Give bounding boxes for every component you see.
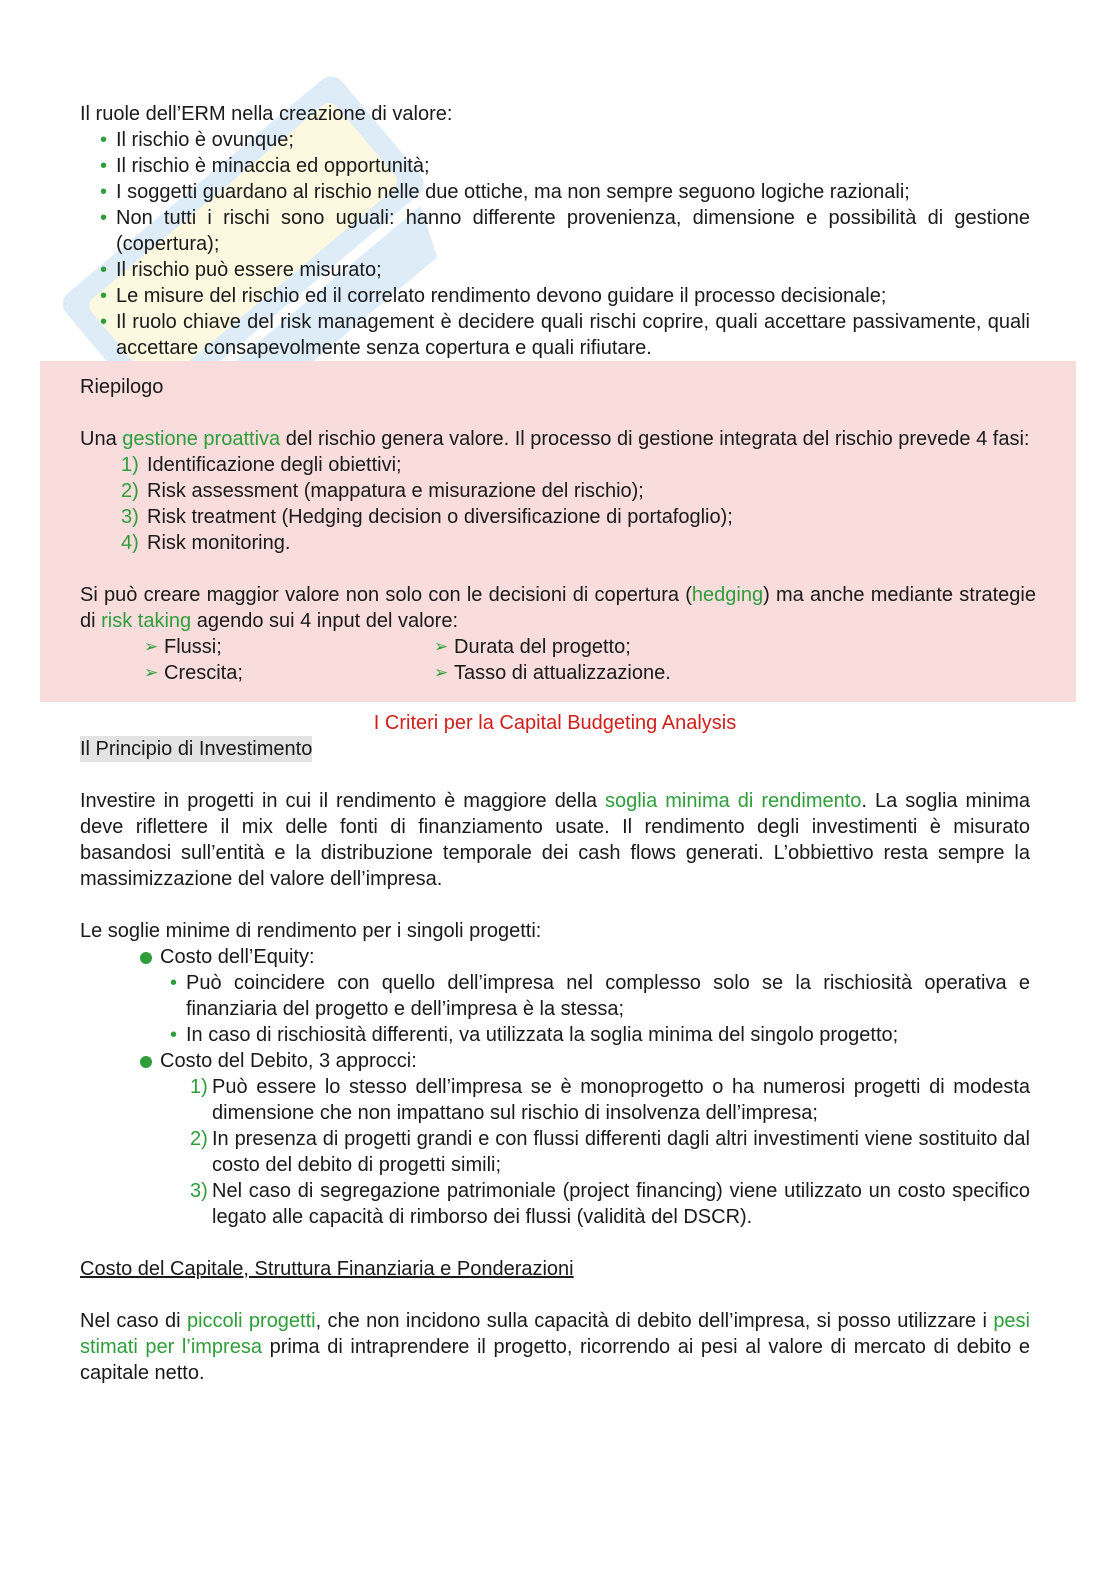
list-item: • Il ruolo chiave del risk management è decidere quali rischi coprire, quali accettare passivamente, quali accettare consapevolmente senza copertura e quali rifiutare. bbox=[100, 309, 1030, 361]
value-inputs-list bbox=[80, 634, 1036, 686]
list-item: ➢ Flussi; bbox=[144, 634, 434, 660]
list-item: • Il rischio può essere misurato; bbox=[100, 257, 1030, 283]
debt-label: Costo del Debito, 3 approcci: bbox=[160, 1050, 417, 1072]
list-item: • Il rischio è minaccia ed opportunità; bbox=[100, 153, 1030, 179]
highlight-term: piccoli progetti bbox=[186, 1310, 316, 1332]
list-item bbox=[138, 1048, 1030, 1230]
recap-paragraph-1: Una gestione proattiva del rischio genera valore. Il processo di gestione integrata del rischio prevede 4 fasi: bbox=[80, 428, 1030, 450]
list-item: • Il rischio è ovunque; bbox=[100, 127, 1030, 153]
list-item: • Non tutti i rischi sono uguali: hanno differente provenienza, dimensione e possibilità di gestione (copertura); bbox=[100, 205, 1030, 257]
highlight-term: hedging bbox=[691, 584, 764, 606]
thresholds-intro: Le soglie minime di rendimento per i singoli progetti: bbox=[80, 920, 542, 942]
erm-intro: Il ruole dell’ERM nella creazione di valore: bbox=[80, 103, 453, 125]
document-content bbox=[80, 101, 1036, 1386]
recap-paragraph-2: Si può creare maggior valore non solo con le decisioni di copertura (hedging) ma anche mediante strategie di risk taking agendo sui 4 input del valore: bbox=[80, 584, 1036, 632]
list-item: 4) Risk monitoring. bbox=[121, 532, 291, 554]
list-item: 2) In presenza di progetti grandi e con flussi differenti dagli altri investimenti viene sostituito dal costo del debito di progetti simili; bbox=[190, 1128, 1030, 1176]
list-item: • In caso di rischiosità differenti, va utilizzata la soglia minima del singolo progetto; bbox=[170, 1022, 1030, 1048]
principle-title: Il Principio di Investimento bbox=[80, 738, 313, 760]
recap-steps-list bbox=[80, 452, 1036, 556]
debt-sublist bbox=[160, 1074, 1030, 1230]
list-item: • I soggetti guardano al rischio nelle due ottiche, ma non sempre seguono logiche razionali; bbox=[100, 179, 1030, 205]
thresholds-list bbox=[80, 944, 1030, 1230]
cost-title: Costo del Capitale, Struttura Finanziaria e Ponderazioni bbox=[80, 1258, 574, 1280]
list-item: ➢ Tasso di attualizzazione. bbox=[434, 660, 834, 686]
highlight-term: soglia minima di rendimento bbox=[604, 790, 862, 812]
list-item: • Le misure del rischio ed il correlato rendimento devono guidare il processo decisionale; bbox=[100, 283, 1030, 309]
recap-title: Riepilogo bbox=[80, 376, 164, 398]
list-item: 3) Nel caso di segregazione patrimoniale (project financing) viene utilizzato un costo specifico legato alle capacità di rimborso dei flussi (validità del DSCR). bbox=[190, 1180, 1030, 1228]
highlight-term: gestione proattiva bbox=[122, 428, 281, 450]
equity-label: Costo dell’Equity: bbox=[160, 946, 315, 968]
erm-bullet-list bbox=[80, 127, 1030, 361]
principle-paragraph: Investire in progetti in cui il rendimento è maggiore della soglia minima di rendimento. La soglia minima deve riflettere il mix delle fonti di finanziamento usate. Il rendimento degli investimenti è misurato basandosi sull’entità e la distribuzione temporale dei cash flows generati. L’obbiettivo resta sempre la massimizzazione del valore dell’impresa. bbox=[80, 790, 1030, 890]
list-item bbox=[138, 944, 1030, 1048]
list-item: 1) Può essere lo stesso dell’impresa se è monoprogetto o ha numerosi progetti di modesta dimensione che non impattano sul rischio di insolvenza dell’impresa; bbox=[190, 1076, 1030, 1124]
recap-box bbox=[40, 361, 1076, 702]
list-item: 2) Risk assessment (mappatura e misurazione del rischio); bbox=[121, 480, 644, 502]
list-item: • Può coincidere con quello dell’impresa nel complesso solo se la rischiosità operativa e finanziaria del progetto e dell’impresa è la stessa; bbox=[170, 970, 1030, 1022]
cost-paragraph: Nel caso di piccoli progetti, che non incidono sulla capacità di debito dell’impresa, si posso utilizzare i pesi stimati per l’impresa prima di intraprendere il progetto, ricorrendo ai pesi al valore di mercato di debito e capitale netto. bbox=[80, 1310, 1031, 1384]
list-item: ➢ Durata del progetto; bbox=[434, 634, 834, 660]
list-item: 3) Risk treatment (Hedging decision o diversificazione di portafoglio); bbox=[121, 506, 733, 528]
equity-sublist bbox=[160, 970, 1030, 1048]
list-item: 1) Identificazione degli obiettivi; bbox=[121, 454, 402, 476]
highlight-term: risk taking bbox=[101, 610, 192, 632]
list-item: ➢ Crescita; bbox=[144, 660, 434, 686]
section-title: I Criteri per la Capital Budgeting Analysis bbox=[373, 712, 737, 734]
highlight-term: pesi stimati per l’impresa bbox=[80, 1310, 1031, 1358]
